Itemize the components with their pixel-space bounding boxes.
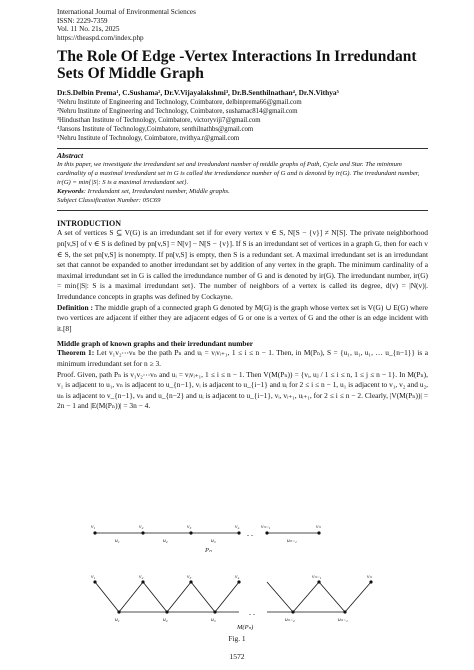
journal-url[interactable]: https://theaspd.com/index.php <box>57 33 144 42</box>
middle-label-u3: u₃ <box>211 617 216 623</box>
middle-label-vn: vₙ <box>367 574 372 580</box>
definition-label: Definition : <box>57 302 93 312</box>
affiliation-1: ¹Nehru Institute of Engineering and Technology, Coimbatore, delbinprema66@gmail.com <box>57 99 302 107</box>
definition-paragraph <box>57 303 428 335</box>
path-vertex-2 <box>141 531 144 534</box>
page-number: 1572 <box>229 652 245 661</box>
middle-ellipsis: . . <box>249 608 255 617</box>
path-graph-figure <box>57 520 428 554</box>
path-vertex-4 <box>237 531 240 534</box>
abstract-rule-bottom <box>57 210 428 211</box>
path-edge-u2: u₂ <box>163 538 168 544</box>
affiliations <box>57 98 428 143</box>
affiliation-4: ⁴Jansons Institute of Technology,Coimbatore, senthilnathbs@gmail.com <box>57 126 254 134</box>
definition-text: The middle graph of a connected graph G denoted by M(G) is the graph whose vertex set is V(G) ∪ E(G) where two vertices are adjacent if either they are adjacent edges of G or one is a vertex of G and the other is an edge incident with it.[8] <box>57 302 428 333</box>
theorem-paragraph <box>57 348 428 369</box>
keywords-text: : Irredundant set, Irredundant number, Middle graphs. <box>83 188 230 196</box>
figure-caption: Fig. 1 <box>228 634 246 643</box>
middle-label-v2: v₂ <box>139 574 144 580</box>
intro-paragraph: A set of vertices S ⊆ V(G) is an irredundant set if for every vertex v ∈ S, N[S − {v}] ≠ N[S]. The private neighborhood pn[v,S] of v ∈ S is defined by pn[v,S] = N[v] − N[S − {v}]. If S is an irredundant set of vertices in a graph G, then for each v ∈ S, the set pn[v,S] is nonempty. If pn[v,S] is empty, then S is a redundant set. A maximal irredundant set is an irredundant set that cannot be expanded to another irredundant set by addition of any vertex in the graph. The minimum cardinality of a maximal irredundant set in G is called the irredundance number of G and is denoted by ir(G). The irredundant number, ir(G) = min{|S|: S is a maximal irredundant set}. The number of neighbors of a vertex is called its degree, d(v) = |N(v)|. Irredundance concepts in graphs was defined by Cockayne. <box>57 228 428 301</box>
affiliation-2: ²Nehru Institute of Engineering and Technology, Coimbatore, sushamac814@gmail.com <box>57 108 298 116</box>
path-label-vn-1: vₙ₋₁ <box>261 524 271 530</box>
middle-label-u1: u₁ <box>115 617 120 623</box>
abstract-text: In this paper, we investigate the irredundant set and irredundant number of middle graphs of Path, Cycle and Star. The minimum cardinality of a maximal irredundant set in G is called the irredundance number of G and is denoted by ir(G). The irredundant number, ir(G) = min{|S|: S is a maximal irredundant set}. <box>57 161 420 187</box>
path-ellipsis: . . <box>247 529 253 538</box>
middle-label-un-2: uₙ₋₂ <box>285 617 295 623</box>
path-vertex-n-1 <box>265 531 268 534</box>
keywords-label: Keywords <box>57 188 84 196</box>
path-edge-un-1: uₙ₋₁ <box>287 538 297 544</box>
author-list: Dr.S.Delbin Prema¹, C.Sushama², Dr.V.Vijayalakshmi³, Dr.B.Senthilnathan⁴, Dr.N.Vithya⁵ <box>57 88 339 98</box>
abstract-rule <box>57 148 428 149</box>
path-vertex-3 <box>189 531 192 534</box>
abstract-body <box>57 160 428 205</box>
path-label-v1: v₁ <box>91 524 96 530</box>
middle-label-un-1: uₙ₋₁ <box>338 617 348 623</box>
affiliation-5: ⁵Nehru Institute of Technology, Coimbatore, nvithya.r@gmail.com <box>57 135 240 143</box>
middle-label-v3: v₃ <box>187 574 192 580</box>
path-label-v4: v₄ <box>235 524 240 530</box>
intro-heading: INTRODUCTION <box>57 219 122 229</box>
path-label-v3: v₃ <box>187 524 192 530</box>
theorem-text: Let v₁v₂⋯vₙ be the path Pₙ and uᵢ = vᵢvᵢ₊₁, 1 ≤ i ≤ n − 1. Then, in M(Pₙ), S = {u₁, u₁, u₁, … u_{n−1}} is a minimum irredundant set for n ≥ 3. <box>57 348 428 368</box>
middle-label-v4: v₄ <box>235 574 240 580</box>
proof-paragraph: Proof. Given, path Pₙ is v₁v₂⋯vₙ and uᵢ = vᵢvᵢ₊₁, 1 ≤ i ≤ n − 1. Then V(M(Pₙ)) = {vᵢ, uⱼ / 1 ≤ i ≤ n, 1 ≤ j ≤ n − 1}. In M(Pₙ), v₁ is adjacent to u₁, vₙ is adjacent to u_{n−1}, vᵢ is adjacent to u_{i−1} and uᵢ for 2 ≤ i ≤ n − 1, u₁ is adjacent to v₁, v₂ and u₂, uₙ is adjacent to v_{n−1}, vₙ and u_{n−2} and uᵢ is adjacent to u_{i−1}, vᵢ, vᵢ₊₁, uᵢ₊₁, for 2 ≤ i ≤ n − 2. Clearly, |V(M(Pₙ))| = 2n − 1 and |E(M(Pₙ))| = 3n − 4. <box>57 369 428 411</box>
path-edge-u1: u₁ <box>115 538 120 544</box>
path-vertex-n <box>317 531 320 534</box>
theorem-label: Theorem 1: <box>57 348 95 358</box>
journal-name: International Journal of Environmental Sciences <box>57 8 196 16</box>
paper-title: The Role Of Edge -Vertex Interactions In Irredundant Sets Of Middle Graph <box>57 48 417 83</box>
middle-label-u2: u₂ <box>163 617 168 623</box>
journal-issn: ISSN: 2229-7359 <box>57 16 108 25</box>
middle-label-v1: v₁ <box>91 574 96 580</box>
middle-label-vn-1: vₙ₋₁ <box>312 574 322 580</box>
journal-header <box>57 8 428 42</box>
path-vertex-1 <box>93 531 96 534</box>
msc-line: Subject Classification Number: 05C69 <box>57 197 161 205</box>
path-edge-u3: u₃ <box>211 538 216 544</box>
journal-volume: Vol. 11 No. 21s, 2025 <box>57 25 120 34</box>
path-label-vn: vₙ <box>316 524 321 530</box>
keywords-line <box>57 187 428 196</box>
path-caption: Pₙ <box>205 547 212 554</box>
section2-heading: Middle graph of known graphs and their irredundant number <box>57 339 254 349</box>
middle-caption: M(Pₙ) <box>237 624 254 630</box>
middle-graph-figure <box>57 572 428 630</box>
path-label-v2: v₂ <box>139 524 144 530</box>
abstract-heading: Abstract <box>57 151 84 161</box>
affiliation-3: ³Hindusthan Institute of Technology, Coimbatore, victoryviji7@gmail.com <box>57 117 261 125</box>
